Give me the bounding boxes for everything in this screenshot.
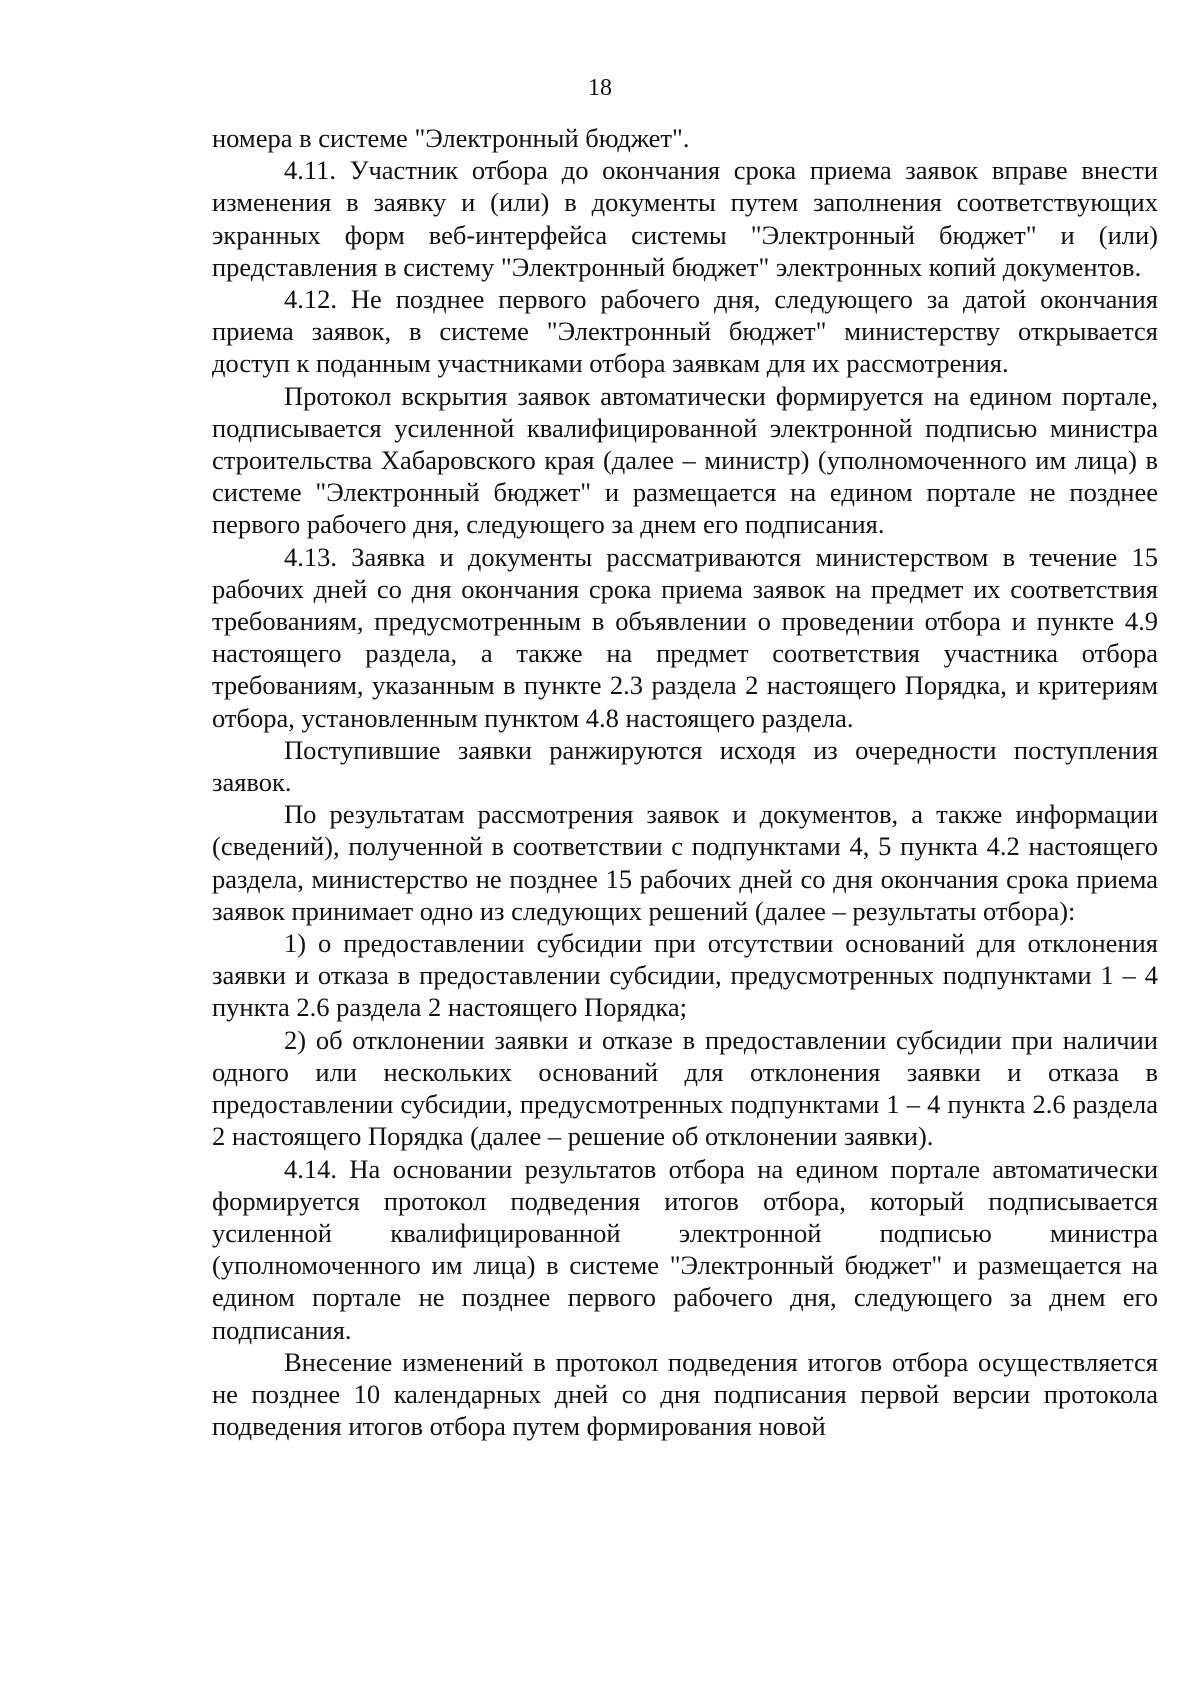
paragraph-4-12: 4.12. Не позднее первого рабочего дня, следующего за датой окончания приема заявок, в системе "Электронный бюджет" министерству открывается доступ к поданным участниками отбора заявкам для их рассмотрения. [212,284,1158,379]
paragraph-4-11: 4.11. Участник отбора до окончания срока приема заявок вправе внести изменения в заявку и (или) в документы путем заполнения соответствующих экранных форм веб-интерфейса системы "Электронный бюджет" и (или) представления в систему "Электронный бюджет" электронных копий документов. [212,155,1158,282]
paragraph-ranking: Поступившие заявки ранжируются исходя из очередности поступления заявок. [212,734,1158,798]
list-item-1: 1) о предоставлении субсидии при отсутствии оснований для отклонения заявки и отказа в предоставлении субсидии, предусмотренных подпунктами 1 – 4 пункта 2.6 раздела 2 настоящего Порядка; [212,928,1158,1023]
document-body [212,122,1158,1442]
paragraph-continuation: номера в системе "Электронный бюджет". [212,123,690,153]
list-item-2: 2) об отклонении заявки и отказе в предоставлении субсидии при наличии одного или нескольких оснований для отклонения заявки и отказа в предоставлении субсидии, предусмотренных подпунктами 1 – 4 пункта 2.6 раздела 2 настоящего Порядка (далее – решение об отклонении заявки). [212,1024,1158,1152]
paragraph-4-14: 4.14. На основании результатов отбора на едином портале автоматически формируется протокол подведения итогов отбора, который подписывается усиленной квалифицированной электронной подписью министра (уполномоченного им лица) в системе "Электронный бюджет" и размещается на едином портале не позднее первого рабочего дня, следующего за днем его подписания. [212,1153,1158,1345]
paragraph-results-decision: По результатам рассмотрения заявок и документов, а также информации (сведений), полученной в соответствии с подпунктами 4, 5 пункта 4.2 настоящего раздела, министерство не позднее 15 рабочих дней со дня окончания срока приема заявок принимает одно из следующих решений (далее – результаты отбора): [212,799,1158,926]
paragraph-4-13: 4.13. Заявка и документы рассматриваются министерством в течение 15 рабочих дней со дня окончания срока приема заявок на предмет их соответствия требованиям, предусмотренным в объявлении о проведении отбора и пункте 4.9 настоящего раздела, а также на предмет соответствия участника отбора требованиям, указанным в пункте 2.3 раздела 2 настоящего Порядка, и критериям отбора, установленным пунктом 4.8 настоящего раздела. [212,541,1158,733]
page-number: 18 [588,75,612,101]
paragraph-protocol-changes: Внесение изменений в протокол подведения итогов отбора осуществляется не позднее 10 календарных дней со дня подписания первой версии протокола подведения итогов отбора путем формирования новой [212,1346,1158,1442]
paragraph-opening-protocol: Протокол вскрытия заявок автоматически формируется на едином портале, подписывается усиленной квалифицированной электронной подписью министра строительства Хабаровского края (далее – министр) (уполномоченного им лица) в системе "Электронный бюджет" и размещается на едином портале не позднее первого рабочего дня, следующего за днем его подписания. [212,380,1158,540]
